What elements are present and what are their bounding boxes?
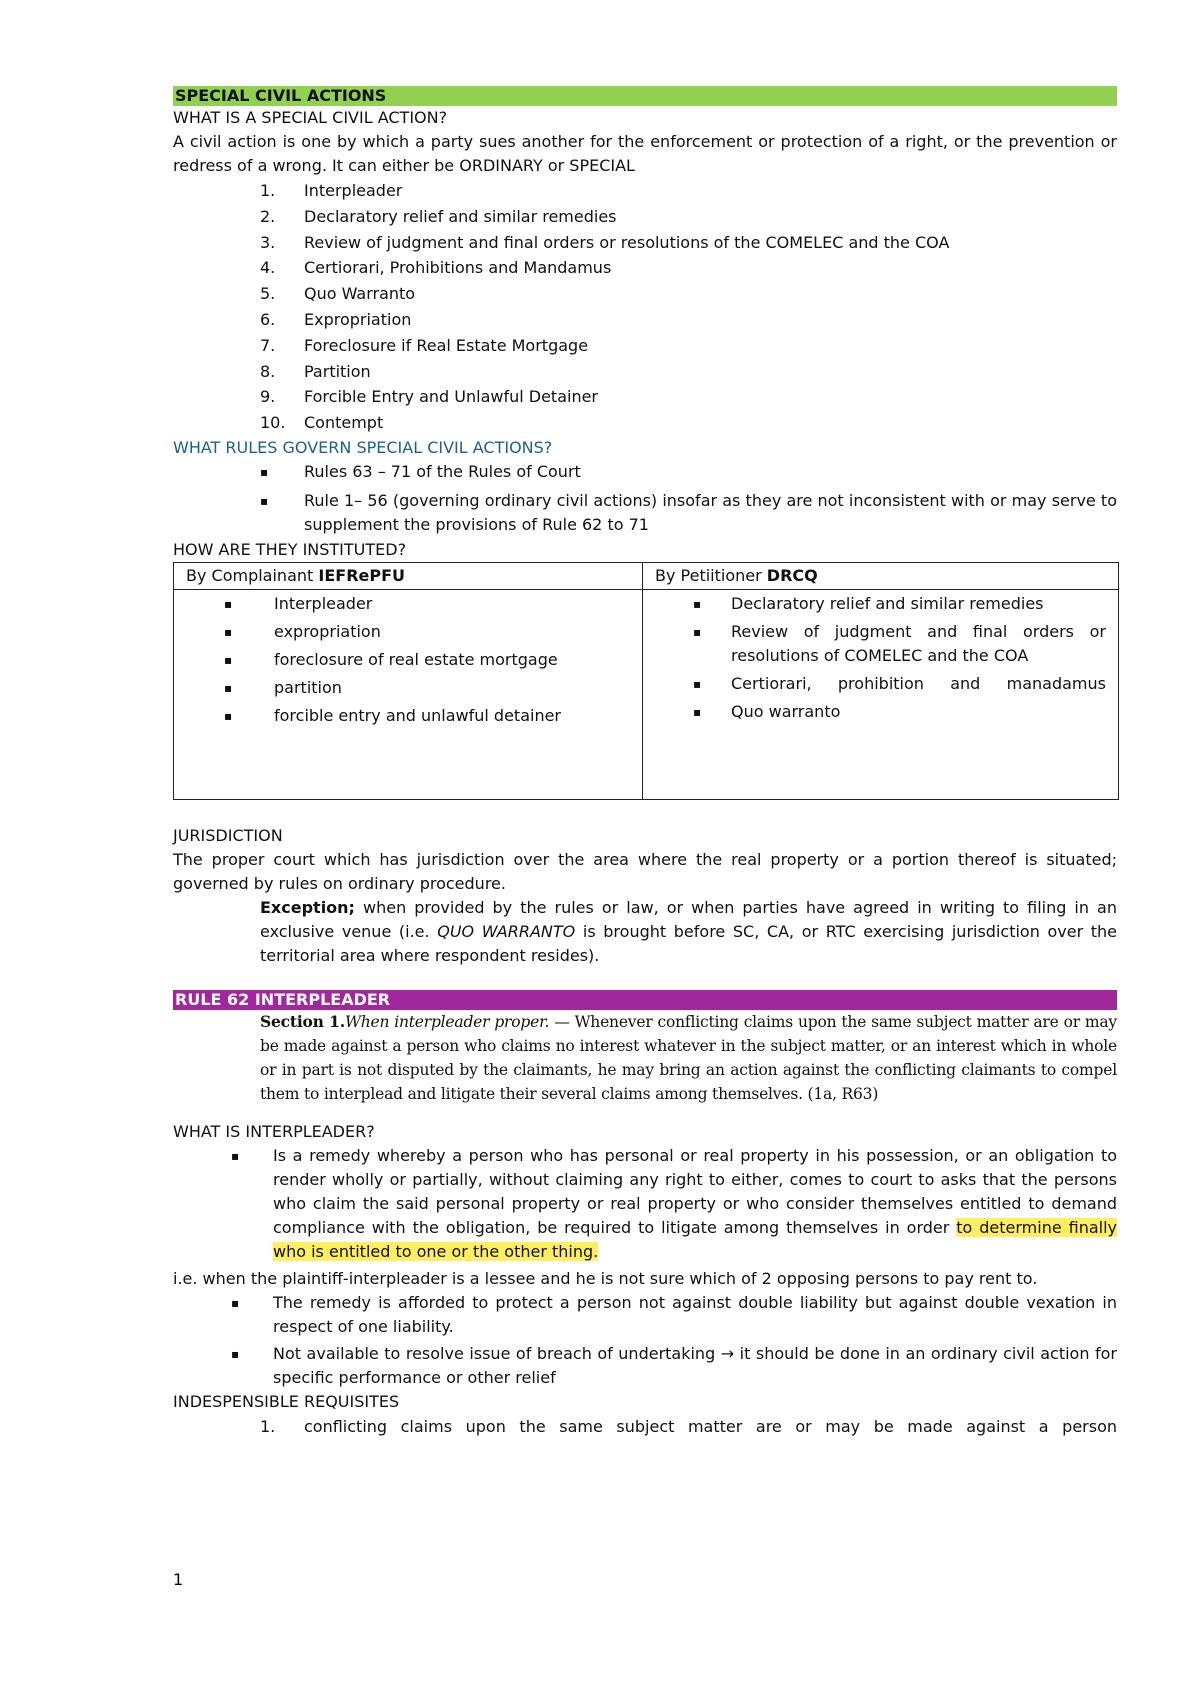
bullet-icon: ▪ bbox=[260, 464, 269, 479]
table-cell-petitioner bbox=[643, 589, 1119, 799]
jurisdiction-text: The proper court which has jurisdiction over the area where the real property or a portion thereof is situated; governed by rules on ordinary procedure. bbox=[173, 849, 1117, 893]
bullet-icon: ▪ bbox=[231, 1295, 240, 1310]
bullet-icon: ▪ bbox=[224, 596, 233, 611]
bullet-icon: ▪ bbox=[224, 624, 233, 639]
jurisdiction-exception: Exception; when provided by the rules or law, or when parties have agreed in writing to filing in an exclusive venue (i.e. QUO WARRANTO is brought before SC, CA, or RTC exercising jurisdiction over the territorial area where respondent resides). bbox=[260, 897, 1118, 965]
page-number: 1 bbox=[173, 1570, 184, 1589]
table-head-complainant: By Complainant IEFRePFU bbox=[174, 562, 643, 589]
document-page bbox=[173, 86, 1117, 1440]
table-row: ▪ forcible entry and unlawful detainer bbox=[174, 704, 630, 728]
list-item: 8. Partition bbox=[260, 361, 371, 381]
bullet-icon: ▪ bbox=[693, 704, 702, 719]
list-item: 1. conflicting claims upon the same subject matter are or may be made against a person bbox=[260, 1416, 1117, 1436]
highlighted-text: to determine finally who is entitled to one or the other thing. bbox=[273, 1217, 1118, 1261]
list-item: ▪ Not available to resolve issue of breach of undertaking → it should be done in an ordinary civil action for specific performance or other relief bbox=[231, 1343, 1117, 1387]
table-cell-complainant bbox=[174, 589, 643, 799]
governing-rules-list bbox=[173, 460, 1117, 537]
list-item: ▪ Rules 63 – 71 of the Rules of Court bbox=[173, 460, 1117, 484]
list-item: ▪ Is a remedy whereby a person who has personal or real property in his possession, or an obligation to render wholly or partially, without claiming any right to either, comes to court to asks that the persons who claim the said personal property or real property or who consider themselves entitled to demand compliance with the obligation, be required to litigate among themselves in order to determine finally who is entitled to one or the other thing. bbox=[231, 1145, 1118, 1261]
table-row: ▪ foreclosure of real estate mortgage bbox=[174, 648, 630, 672]
list-item: 3. Review of judgment and final orders or resolutions of the COMELEC and the COA bbox=[260, 232, 950, 252]
special-civil-actions-list bbox=[173, 178, 1117, 436]
table-row: ▪ partition bbox=[174, 676, 630, 700]
question-what-is-special-civil-action: WHAT IS A SPECIAL CIVIL ACTION? bbox=[173, 108, 448, 127]
bullet-icon: ▪ bbox=[693, 676, 702, 691]
bullet-icon: ▪ bbox=[231, 1346, 240, 1361]
institution-table bbox=[173, 562, 1119, 800]
table-row: ▪ Declaratory relief and similar remedies bbox=[643, 592, 1106, 616]
list-item: 5. Quo Warranto bbox=[260, 284, 416, 304]
bullet-icon: ▪ bbox=[693, 596, 702, 611]
list-item: ▪ The remedy is afforded to protect a person not against double liability but against double vexation in respect of one liability. bbox=[231, 1292, 1117, 1336]
section-1-text: Section 1.When interpleader proper. — Whenever conflicting claims upon the same subject matter are or may be made against a person who claims no interest whatever in the subject matter, or an interest which in whole or in part is not disputed by the claimants, he may bring an action against the conflicting claimants to compel them to interplead and litigate their several claims among themselves. (1a, R63) bbox=[260, 1011, 1117, 1103]
requisites-list bbox=[173, 1414, 1117, 1440]
civil-action-definition: A civil action is one by which a party sues another for the enforcement or protection of a right, or the prevention or redress of a wrong. It can either be ORDINARY or SPECIAL bbox=[173, 132, 1117, 175]
list-item: 6. Expropriation bbox=[260, 309, 412, 329]
table-head-petitioner: By Petiitioner DRCQ bbox=[643, 562, 1119, 589]
requisites-heading: INDESPENSIBLE REQUISITES bbox=[173, 1391, 400, 1411]
bullet-icon: ▪ bbox=[224, 652, 233, 667]
special-civil-actions-header: SPECIAL CIVIL ACTIONS bbox=[173, 86, 1117, 106]
list-item: 9. Forcible Entry and Unlawful Detainer bbox=[260, 387, 599, 407]
bullet-icon: ▪ bbox=[260, 493, 269, 508]
bullet-icon: ▪ bbox=[693, 624, 702, 639]
bullet-icon: ▪ bbox=[231, 1148, 240, 1163]
table-row: ▪ Quo warranto bbox=[643, 700, 1106, 724]
interpleader-example: i.e. when the plaintiff-interpleader is a lessee and he is not sure which of 2 opposing persons to pay rent to. bbox=[173, 1268, 1038, 1288]
list-item: 1. Interpleader bbox=[260, 181, 403, 200]
list-item: ▪ Rule 1– 56 (governing ordinary civil actions) insofar as they are not inconsistent with or may serve to supplement the provisions of Rule 62 to 71 bbox=[260, 490, 1117, 534]
rule-62-interpleader-header: RULE 62 INTERPLEADER bbox=[173, 990, 1117, 1010]
interpleader-definition-list bbox=[173, 1144, 1117, 1264]
table-row: ▪ Interpleader bbox=[174, 592, 630, 616]
question-what-rules-govern: WHAT RULES GOVERN SPECIAL CIVIL ACTIONS? bbox=[173, 437, 553, 457]
list-item: 4. Certiorari, Prohibitions and Mandamus bbox=[260, 258, 612, 278]
jurisdiction-heading: JURISDICTION bbox=[173, 825, 283, 845]
list-item: 10. Contempt bbox=[260, 413, 384, 433]
list-item: 2. Declaratory relief and similar remedies bbox=[260, 206, 617, 226]
bullet-icon: ▪ bbox=[224, 708, 233, 723]
table-row: ▪ Review of judgment and final orders or resolutions of COMELEC and the COA bbox=[693, 621, 1106, 665]
table-row: ▪ Certiorari, prohibition and manadamus bbox=[643, 672, 1106, 696]
question-how-instituted: HOW ARE THEY INSTITUTED? bbox=[173, 539, 407, 559]
bullet-icon: ▪ bbox=[224, 680, 233, 695]
table-row: ▪ expropriation bbox=[174, 620, 630, 644]
interpleader-notes-list bbox=[173, 1291, 1117, 1390]
question-what-is-interpleader: WHAT IS INTERPLEADER? bbox=[173, 1121, 375, 1141]
list-item: 7. Foreclosure if Real Estate Mortgage bbox=[260, 335, 589, 355]
